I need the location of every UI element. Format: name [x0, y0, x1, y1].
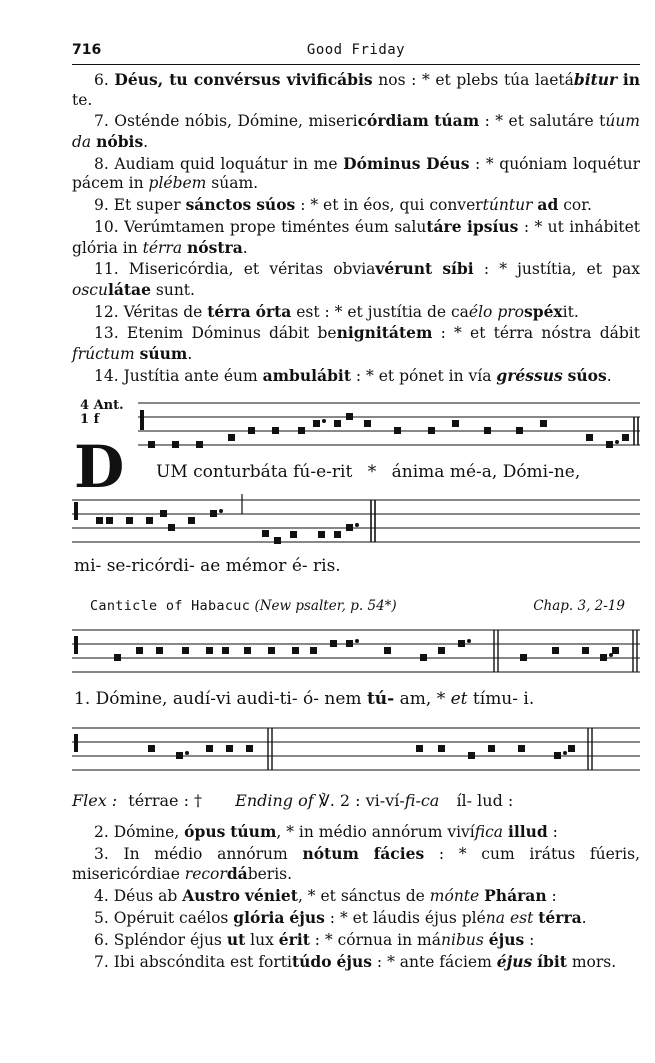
- antiphon-lyric-2: mi- se-ricórdi- ae mémor é- ris.: [74, 556, 341, 576]
- neume: [188, 517, 195, 524]
- neume: [518, 745, 525, 752]
- verse-text: dá: [226, 864, 248, 884]
- antiphon-lyric-1a: UM conturbáta fú-e-rit: [156, 462, 353, 482]
- verse-text: [432, 260, 442, 278]
- neume: [274, 537, 281, 544]
- verse-text: síbi: [442, 259, 474, 279]
- verse-text: 7. Osténde nóbis, Dómine, miseri: [94, 112, 358, 131]
- verse-text: .: [242, 238, 248, 257]
- verse-text: nóbis: [96, 131, 144, 151]
- canticle-lyric-e: tímu- i.: [472, 689, 535, 709]
- verse: [72, 952, 640, 973]
- verse: [72, 908, 640, 929]
- verse-text: sunt.: [150, 280, 195, 299]
- neume: [622, 434, 629, 441]
- neume: [334, 531, 341, 538]
- neume: [246, 745, 253, 752]
- verse-text: est: [509, 908, 534, 927]
- verse-text: sánctos: [185, 195, 252, 215]
- verse-text: : * et láudis éjus plé: [324, 908, 486, 927]
- verse-text: 7. Ibi abscóndita est forti: [94, 952, 292, 971]
- verse: [72, 930, 640, 951]
- verse-text: spéx: [524, 301, 563, 321]
- canticle-chapter: Chap. 3, 2-19: [533, 598, 625, 614]
- verse-text: súum: [139, 344, 188, 364]
- ending-text-c: íl- lud :: [456, 791, 514, 810]
- neume: [290, 531, 297, 538]
- neume: [318, 531, 325, 538]
- verse-text: : * et in éos, qui conver: [295, 196, 483, 215]
- verse-text: da: [72, 132, 92, 151]
- flex-label: Flex :: [72, 791, 118, 810]
- canticle-lyric-b: tú-: [366, 689, 395, 709]
- verse-text: 13. Etenim Dóminus dábit be: [94, 324, 337, 343]
- verse-text: mors.: [566, 952, 617, 971]
- verse: [72, 302, 640, 323]
- verse-text: túntur: [482, 196, 533, 215]
- verse-text: ipsíus: [467, 216, 519, 236]
- canticle-lyric-a: 1. Dómine, audí-vi audi-ti- ó- nem: [74, 689, 362, 709]
- antiphon-star: *: [367, 462, 377, 482]
- verse-text: : * córnua in má: [309, 930, 441, 949]
- neume: [612, 647, 619, 654]
- verse-text: 2. Dómine,: [94, 823, 185, 841]
- neume: [452, 420, 459, 427]
- verse-text: :: [524, 930, 535, 949]
- verse-text: 9. Et super: [94, 196, 186, 215]
- flex-text: térrae : †: [128, 791, 203, 810]
- neume: [552, 647, 559, 654]
- neume: [272, 427, 279, 434]
- verse-text: 5. Opéruit caélos: [94, 908, 234, 927]
- verse-text: oscu: [72, 280, 108, 299]
- verse-text: 10. Verúmtamen prope timéntes éum salu: [94, 217, 427, 236]
- verse-text: órta: [255, 301, 292, 321]
- running-title: Good Friday: [306, 42, 406, 58]
- canticle-staff-2: [72, 722, 640, 782]
- neume: [330, 640, 337, 647]
- verse-text: ambulábit: [262, 365, 351, 385]
- page-header: [72, 40, 640, 65]
- neume: [136, 647, 143, 654]
- verse-text: gréssus: [496, 365, 563, 385]
- verse-text: vérunt: [375, 259, 433, 279]
- verse-text: térra: [538, 907, 582, 927]
- verse-text: térra: [142, 238, 183, 257]
- neume: [168, 524, 175, 531]
- verse-text: túdo: [291, 951, 332, 971]
- verse-text: élo: [468, 302, 493, 321]
- verse: [72, 323, 640, 364]
- verse-text: beris.: [247, 865, 293, 884]
- verse-text: cábis: [327, 70, 373, 89]
- verse-text: súos: [567, 365, 607, 385]
- verse-text: ut: [226, 929, 246, 949]
- drop-capital: D: [74, 433, 125, 501]
- verse-text: 6. Spléndor éjus: [94, 930, 227, 949]
- verse-text: súam.: [206, 174, 259, 193]
- verse-text: :: [546, 887, 557, 906]
- neume: [582, 647, 589, 654]
- verse-text: Dóminus: [343, 153, 421, 173]
- page-number: 716: [72, 42, 102, 58]
- verse-text: 3. In médio annórum: [94, 844, 303, 863]
- verse: [72, 259, 640, 300]
- verse-text: .: [606, 366, 612, 385]
- neume: [600, 654, 607, 661]
- verse-text: : * et pónet in vía: [350, 366, 497, 385]
- verse-text: éjus: [496, 951, 533, 971]
- neume: [210, 510, 217, 517]
- neume: [126, 517, 133, 524]
- verse-text: : * ut inhábitet glória in: [72, 217, 640, 257]
- verse-text: pro: [497, 302, 524, 321]
- neume: [364, 420, 371, 427]
- neume: [148, 441, 155, 448]
- antiphon-number: 4 Ant.: [80, 398, 124, 413]
- neume: [228, 434, 235, 441]
- neume: [346, 524, 353, 531]
- verse-text: : * quóniam loquétur pácem in: [72, 154, 640, 193]
- neume-dot: [322, 419, 326, 423]
- canticle-title: Canticle of Habacuc: [90, 598, 251, 614]
- neume: [206, 647, 213, 654]
- neume: [156, 647, 163, 654]
- psalm-verses: [72, 70, 640, 388]
- verse-text: .: [143, 132, 149, 151]
- antiphon-mode: 1 f: [80, 412, 100, 427]
- neume-dot: [563, 751, 567, 755]
- verse-text: , * et sánctus de: [297, 887, 430, 906]
- canticle-source: (New psalter, p. 54*): [254, 598, 397, 614]
- verse-text: súos: [256, 195, 296, 215]
- verse-text: : * justítia, et pax: [473, 260, 641, 279]
- antiphon-staff-1: [138, 398, 640, 458]
- verse-text: : * et salutáre t: [479, 112, 606, 131]
- neume: [148, 745, 155, 752]
- neume: [416, 745, 423, 752]
- neume: [262, 530, 269, 537]
- verse-text: túam: [434, 111, 480, 131]
- verse-text: érit: [278, 929, 310, 949]
- verse-text: recor: [184, 865, 227, 884]
- neume: [310, 647, 317, 654]
- antiphon-lyric-1b: ánima mé-a, Dómi-ne,: [391, 462, 581, 482]
- verse-text: bitur: [573, 70, 618, 89]
- verse-text: 8. Audiam quid loquátur in me: [94, 154, 344, 173]
- verse-text: cor.: [558, 196, 592, 215]
- verse: [72, 70, 640, 110]
- neume: [394, 427, 401, 434]
- neume: [420, 654, 427, 661]
- neume: [606, 441, 613, 448]
- neume: [298, 427, 305, 434]
- verse-text: fica: [474, 823, 504, 841]
- verse-text: túum: [230, 822, 277, 841]
- neume: [428, 427, 435, 434]
- ending-text-a: vi-ví-: [365, 791, 405, 810]
- neume: [244, 647, 251, 654]
- neume-dot: [355, 639, 359, 643]
- neume: [346, 640, 353, 647]
- verse-text: .: [581, 908, 587, 927]
- canticle-lyric-c: am, *: [399, 689, 446, 709]
- canticle-heading: [90, 598, 625, 614]
- neume: [484, 427, 491, 434]
- neume-dot: [467, 639, 471, 643]
- neume: [292, 647, 299, 654]
- neume: [334, 420, 341, 427]
- clef-mark: [74, 636, 78, 654]
- neume: [313, 420, 320, 427]
- verse-text: plébem: [148, 174, 207, 193]
- antiphon-label: [80, 399, 124, 427]
- verse-text: .: [187, 345, 193, 364]
- verse-text: illud: [507, 822, 548, 841]
- neume: [146, 517, 153, 524]
- neume: [106, 517, 113, 524]
- verse-text: 11. Misericórdia, et véritas obvia: [94, 260, 376, 279]
- verse-text: mónte: [429, 887, 480, 906]
- verse-text: te.: [72, 90, 93, 109]
- verse-text: nignitátem: [336, 323, 433, 343]
- canticle-lyric-d: et: [450, 689, 468, 709]
- neume: [268, 647, 275, 654]
- neume: [172, 441, 179, 448]
- neume: [114, 654, 121, 661]
- neume: [160, 510, 167, 517]
- canticle-staff-1: [72, 624, 640, 684]
- verse-text: it.: [562, 302, 579, 321]
- canticle-verses: [72, 822, 640, 973]
- verse-text: :: [547, 823, 558, 841]
- verse-text: éjus: [289, 907, 325, 927]
- antiphon-staff-2: [72, 494, 640, 556]
- verse: [72, 886, 640, 907]
- neume: [438, 745, 445, 752]
- neume: [222, 647, 229, 654]
- verse-text: látae: [107, 279, 151, 299]
- neume: [206, 745, 213, 752]
- neume: [182, 647, 189, 654]
- verse-text: 6.: [94, 71, 115, 89]
- verse-text: íbit: [537, 951, 567, 971]
- verse-text: táre: [426, 216, 462, 236]
- neume: [468, 752, 475, 759]
- verse-text: frúctum: [72, 345, 135, 364]
- flex-ending-line: [72, 791, 640, 810]
- verse-text: : * cum irátus fúeris, misericórdiae: [72, 844, 640, 884]
- verse-text: ópus: [184, 822, 226, 841]
- neume: [554, 752, 561, 759]
- neume: [176, 752, 183, 759]
- verse-text: Austro: [182, 886, 240, 906]
- antiphon-lyric-1: [156, 462, 580, 482]
- verse-text: úum: [605, 112, 641, 131]
- neume: [520, 654, 527, 661]
- neume: [438, 647, 445, 654]
- verse-text: Déus, tu convérsus vivifi: [114, 70, 328, 89]
- verse-text: Déus: [426, 153, 470, 173]
- verse-text: , * in médio annórum viví: [276, 823, 475, 841]
- verse-text: est : * et justítia de ca: [291, 302, 469, 321]
- verse-text: na: [485, 908, 506, 927]
- verse-text: 4. Déus ab: [94, 887, 183, 906]
- verse-text: Pháran: [484, 886, 547, 906]
- neume-dot: [615, 440, 619, 444]
- verse: [72, 822, 640, 843]
- ending-label: Ending of: [235, 791, 314, 810]
- neume: [458, 640, 465, 647]
- neume-dot: [355, 523, 359, 527]
- verse-text: fácies: [373, 843, 425, 863]
- verse-text: córdiam: [357, 111, 429, 131]
- ending-mark: ℣. 2 :: [318, 791, 361, 810]
- verse-text: ad: [537, 195, 559, 215]
- verse: [72, 366, 640, 387]
- verse-text: nibus: [441, 930, 484, 949]
- neume: [226, 745, 233, 752]
- verse-text: nótum: [302, 843, 359, 863]
- verse: [72, 844, 640, 885]
- verse-text: nos : * et plebs túa laetá: [372, 71, 574, 89]
- neume-dot: [185, 751, 189, 755]
- neume: [568, 745, 575, 752]
- canticle-lyric: [74, 689, 534, 709]
- verse: [72, 111, 640, 152]
- verse-text: glória: [233, 907, 285, 927]
- neume: [96, 517, 103, 524]
- verse-text: lux: [245, 930, 279, 949]
- verse-text: [359, 845, 374, 863]
- verse-text: nóstra: [187, 237, 243, 257]
- neume-dot: [219, 509, 223, 513]
- verse-text: : * et térra nóstra dábit: [432, 324, 640, 343]
- verse-text: véniet: [244, 886, 298, 906]
- neume: [488, 745, 495, 752]
- neume: [384, 647, 391, 654]
- verse-text: 14. Justítia ante éum: [94, 366, 263, 385]
- neume: [196, 441, 203, 448]
- neume: [516, 427, 523, 434]
- ending-text-b: fi-ca: [404, 791, 440, 810]
- verse-text: : * ante fáciem: [372, 952, 497, 971]
- verse-text: 12. Véritas de: [94, 302, 208, 321]
- verse-text: in: [622, 70, 640, 89]
- verse: [72, 154, 640, 194]
- clef-mark: [140, 410, 144, 430]
- neume: [540, 420, 547, 427]
- clef-mark: [74, 502, 78, 520]
- verse-text: térra: [207, 301, 251, 321]
- clef-mark: [74, 734, 78, 752]
- neume: [346, 413, 353, 420]
- verse: [72, 217, 640, 258]
- neume: [248, 427, 255, 434]
- verse-text: éjus: [336, 951, 372, 971]
- neume: [586, 434, 593, 441]
- verse-text: éjus: [488, 929, 525, 949]
- verse: [72, 195, 640, 216]
